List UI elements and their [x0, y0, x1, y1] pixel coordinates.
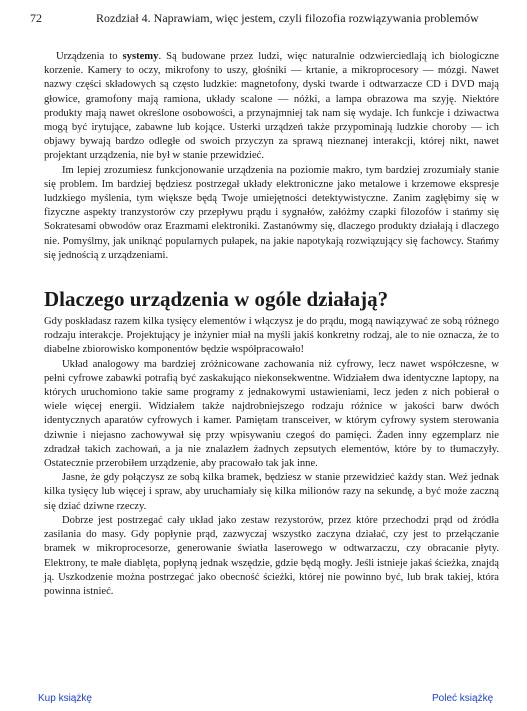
- running-title: Rozdział 4. Naprawiam, więc jestem, czyli filozofia rozwiązywania problemów: [96, 11, 479, 25]
- buy-book-link[interactable]: Kup książkę: [38, 693, 92, 704]
- paragraph-interactions: Gdy poskładasz razem kilka tysięcy elementów i włączysz je do prądu, mogą nawiązywać ze sobą różnego rodzaju interakcje. Projektujący je inżynier miał na myśli jakiś konkretny rodzaj, ale to nie oznacza, że to diabelne zbiorowisko komponentów będzie współpracowało!: [44, 316, 499, 356]
- paragraph-analog-vs-digital: Układ analogowy ma bardziej zróżnicowane zachowania niż cyfrowy, lecz nawet współczesne, w pełni cyfrowe zabawki potrafią być zaskakująco niekonsekwentne. Widziałem dwa identyczne laptopy, na których uruchomiono takie same programy z jednakowymi ustawieniami, lecz jeden z nich pobierał o wiele więcej energii. Widziałem także najdrobniejszego rodzaju różnice w jakości barw dwóch identycznych aparatów cyfrowych i kamer. Pamiętam transceiver, w którym cyfrowy system sterowania dziwnie i niejasno zachowywał się przy wpisywaniu czegoś do pamięci. Żaden inny egzemplarz nie zdradzał takich zachowań, a ja nie znalazłem żadnych zepsutych elementów, które by to tłumaczyły. Ostatecznie przerobiłem urządzenie, aby pracowało tak jak inne.: [44, 358, 499, 470]
- page-body: [44, 50, 499, 599]
- page-number: 72: [30, 11, 42, 25]
- paragraph-macro-level: Im lepiej zrozumiesz funkcjonowanie urządzenia na poziomie makro, tym bardziej zrozumiały stanie się problem. Im bardziej będziesz postrzegał układy elektroniczne jako metalowe i krzemowe ekspresje ludzkiego myślenia, tym większe będą Twoje umiejętności detektywistyczne. Zanim zagłębimy się w fizyczne aspekty tranzystorów czy przepływu prądu i sygnałów, załóżmy czapki filozofów i stańmy się Sokratesami obwodów oraz Erazmami elektroniki. Zastanówmy się, dlaczego produkty działają i dlaczego nie. Pomyślmy, jak uniknąć popularnych pułapek, na jakie napotykają rozwiązujący się fachowcy. Stańmy się jednością z urządzeniami.: [44, 164, 499, 261]
- paragraph-resistors: Dobrze jest postrzegać cały układ jako zestaw rezystorów, przez które przechodzi prąd od źródła zasilania do masy. Gdy popłynie prąd, zazwyczaj wszystko zaczyna działać, czy jest to przełączanie bramek w mikroprocesorze, generowanie światła laserowego w odtwarzaczu, czy obracanie płyty. Elektrony, te małe diablęta, popłyną jednak wszędzie, gdzie będą mogły. Jeśli istnieje jakaś ścieżka, znajdą ją. Uszkodzenie można postrzegać jako obecność ścieżki, której nie powinno być, lub brak takiej, która powinna istnieć.: [44, 514, 499, 597]
- paragraph-gates: Jasne, że gdy połączysz ze sobą kilka bramek, będziesz w stanie przewidzieć każdy stan. Weź jednak kilka tysięcy lub więcej i spraw, aby uruchamiały się kilka milionów razy na sekundę, a być może zaczną się dziać dziwne rzeczy.: [44, 472, 499, 512]
- page-header: [30, 10, 500, 26]
- bold-term: systemy: [122, 51, 159, 62]
- paragraph-rest: . Są budowane przez ludzi, więc naturalnie odzwierciedlają ich biologiczne korzenie. Kamery to oczy, mikrofony to uszy, głośniki — krtanie, a mikroprocesory — mózgi. Nawet nazwy części składowych są często ludzkie: magnetofony, dyski twarde i odtwarzacze CD i DVD mają głowice, gramofony mają ramiona, układy scalone — nóżki, a lampa obrazowa ma szyję. Niektóre produkty mają nawet określone osobowości, a przynajmniej tak nam się wydaje. Ich funkcje i dziwactwa mogą być irytujące, zabawne lub kojące. Usterki urządzeń także przypominają ludzkie choroby — ich objawy bywają bardzo odległe od swoich przyczyn za sprawą nieznanej interakcji, której nikt, nawet projektant urządzenia, nie był w stanie przewidzieć.: [44, 51, 499, 162]
- section-heading: Dlaczego urządzenia w ogóle działają?: [44, 287, 389, 312]
- paragraph-lead: Urządzenia to: [56, 51, 123, 62]
- recommend-book-link[interactable]: Poleć książkę: [432, 693, 494, 704]
- paragraph-systems: [44, 50, 499, 164]
